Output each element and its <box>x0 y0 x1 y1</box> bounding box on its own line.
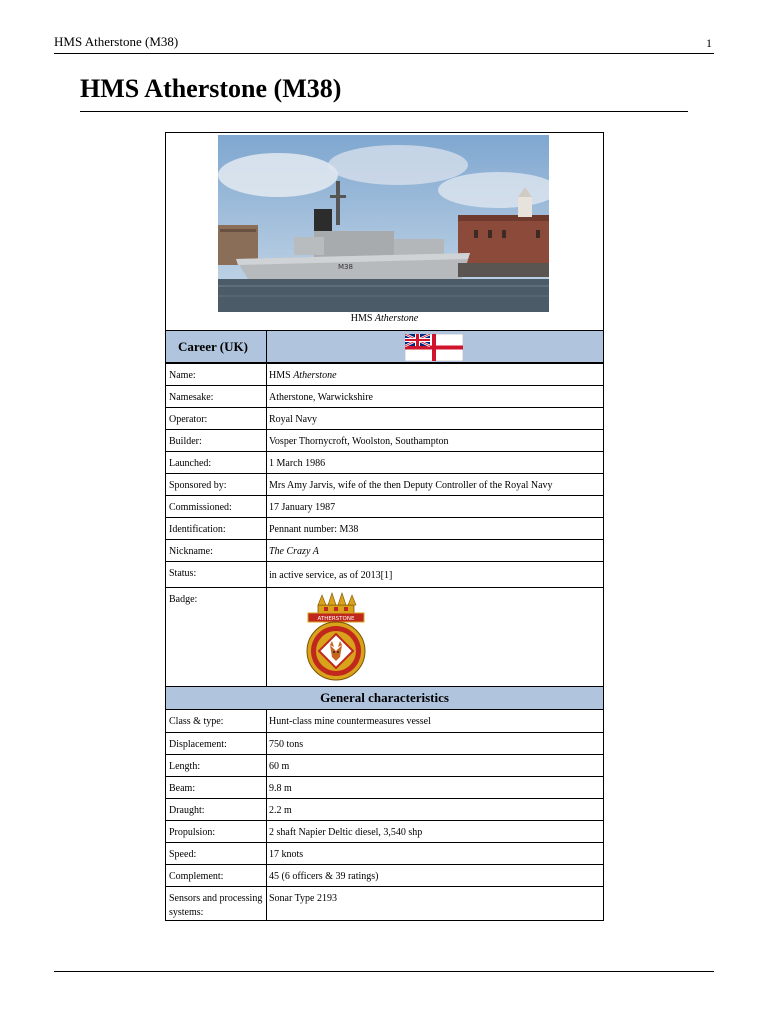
value-prefix: HMS <box>269 370 294 381</box>
page-number: 1 <box>706 36 712 50</box>
info-row-nickname <box>166 539 603 561</box>
row-key: Operator: <box>169 414 208 425</box>
running-header-title: HMS Atherstone (M38) <box>54 34 179 49</box>
info-row-namesake <box>166 385 603 407</box>
row-value: 1 March 1986 <box>269 458 326 469</box>
row-value: 9.8 m <box>269 783 292 794</box>
info-row-launched <box>166 451 603 473</box>
info-row-builder <box>166 429 603 451</box>
title-divider <box>80 111 688 112</box>
ship-photo[interactable] <box>218 135 549 312</box>
citation-link[interactable]: [1] <box>380 570 393 581</box>
row-value: Sonar Type 2193 <box>269 893 337 904</box>
caption-prefix: HMS <box>350 313 375 324</box>
caption-ship-name: Atherstone <box>374 313 419 324</box>
row-key: Sponsored by: <box>169 480 227 491</box>
row-value: 45 (6 officers & 39 ratings) <box>269 871 379 882</box>
row-key: Identification: <box>169 524 226 535</box>
operator-link[interactable]: Royal Navy <box>269 414 318 425</box>
info-row-speed <box>166 842 603 864</box>
info-row-identification <box>166 517 603 539</box>
ship-infobox <box>165 132 604 921</box>
row-key: Class & type: <box>169 716 224 727</box>
info-row-beam <box>166 776 603 798</box>
row-key: Displacement: <box>169 739 227 750</box>
photo-caption <box>166 313 603 324</box>
row-key: Complement: <box>169 871 224 882</box>
info-row-class <box>166 710 603 732</box>
row-value: 750 tons <box>269 739 304 750</box>
row-key: Nickname: <box>169 546 213 557</box>
status-text: in active service, as of 2013 <box>269 570 381 581</box>
row-key: Namesake: <box>169 392 214 403</box>
ship-badge-image[interactable] <box>294 591 378 683</box>
row-key: Name: <box>169 370 196 381</box>
row-value: 17 knots <box>269 849 304 860</box>
class-link[interactable]: Hunt-class mine countermeasures vessel <box>269 716 431 727</box>
row-value: 60 m <box>269 761 290 772</box>
row-key: Commissioned: <box>169 502 232 513</box>
info-row-status <box>166 561 603 587</box>
info-row-propulsion <box>166 820 603 842</box>
row-value: Mrs Amy Jarvis, wife of the then Deputy Controller of the Royal Navy <box>269 480 553 491</box>
footer-divider <box>54 971 714 972</box>
info-row-badge <box>166 587 603 686</box>
badge-name-scroll: ATHERSTONE <box>317 616 355 622</box>
row-value: 17 January 1987 <box>269 502 336 513</box>
row-key: Launched: <box>169 458 212 469</box>
namesake-link[interactable]: Atherstone, Warwickshire <box>269 392 373 403</box>
builder-link[interactable]: Vosper Thornycroft, Woolston, Southampton <box>269 436 449 447</box>
info-row-displacement <box>166 732 603 754</box>
info-row-sensors <box>166 886 603 921</box>
row-key: Builder: <box>169 436 202 447</box>
info-row-length <box>166 754 603 776</box>
career-section-header <box>166 330 603 363</box>
info-row-commissioned <box>166 495 603 517</box>
page-title: HMS Atherstone (M38) <box>80 74 342 103</box>
info-row-sponsored-by <box>166 473 603 495</box>
row-value: 2 shaft Napier Deltic diesel, 3,540 shp <box>269 827 423 838</box>
info-row-name <box>166 363 603 385</box>
hull-number: M38 <box>338 263 353 271</box>
row-key: Length: <box>169 761 201 772</box>
header-divider <box>54 53 714 54</box>
career-heading: Career (UK) <box>178 339 248 354</box>
row-key: Status: <box>169 568 197 579</box>
row-key: Speed: <box>169 849 197 860</box>
row-key: Beam: <box>169 783 196 794</box>
info-row-draught <box>166 798 603 820</box>
row-value <box>269 569 392 583</box>
info-row-complement <box>166 864 603 886</box>
white-ensign-flag <box>405 334 463 361</box>
info-row-operator <box>166 407 603 429</box>
row-value: Pennant number: M38 <box>269 524 359 535</box>
row-value: 2.2 m <box>269 805 292 816</box>
row-value <box>269 369 337 383</box>
row-key: Draught: <box>169 805 205 816</box>
row-key: Badge: <box>169 594 198 605</box>
row-value: The Crazy A <box>269 546 319 557</box>
value-italic: Atherstone <box>293 370 337 381</box>
row-key: Propulsion: <box>169 827 216 838</box>
row-key: Sensors and processing systems: <box>169 893 263 918</box>
general-characteristics-header: General characteristics <box>166 686 603 710</box>
